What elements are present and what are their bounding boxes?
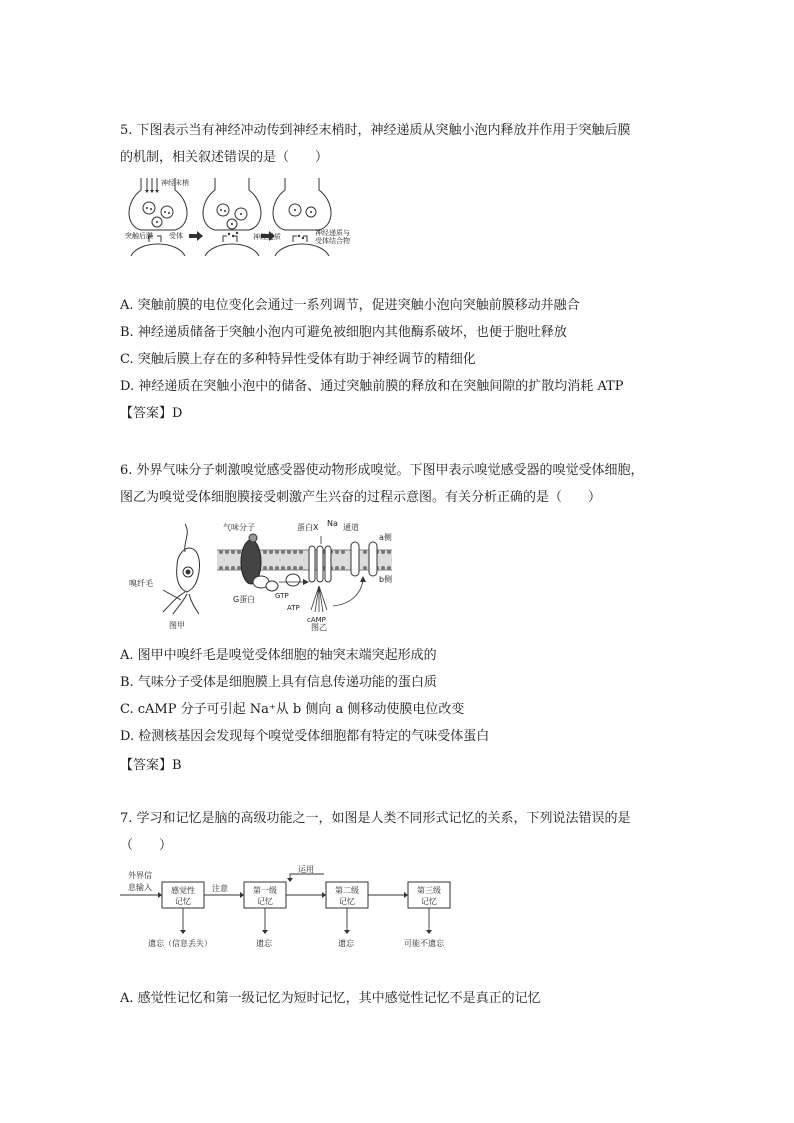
q7-memory-flowchart <box>120 866 460 956</box>
q6-label-protein-x: 蛋白X <box>297 523 319 532</box>
q6-label-side-a: a侧 <box>379 533 392 542</box>
q5-option-a: A. 突触前膜的电位变化会通过一系列调节，促进突触小泡向突触前膜移动并融合 <box>120 298 580 313</box>
q5-answer: 【答案】D <box>120 406 183 421</box>
q6-option-a: A. 图甲中嗅纤毛是嗅觉受体细胞的轴突末端突起形成的 <box>120 648 437 663</box>
q7-box4-line2: 记忆 <box>421 897 437 906</box>
q6-label-gtp: GTP <box>275 592 289 600</box>
q6-label-camp: cAMP <box>307 616 326 624</box>
q7-forget-4: 可能不遗忘 <box>404 939 444 948</box>
q5-option-c: C. 突触后膜上存在的多种特异性受体有助于神经调节的精细化 <box>120 352 476 367</box>
q6-olfactory-figure <box>125 516 400 631</box>
q5-synapse-figure <box>125 176 350 266</box>
q5-label-postsynaptic: 突触后膜 <box>125 232 153 240</box>
q5-stem-line2: 的机制，相关叙述错误的是（ ） <box>120 150 329 165</box>
q7-box1-line1: 感觉性 <box>171 886 195 895</box>
q6-label-na: Na <box>327 519 338 528</box>
q7-box2-line2: 记忆 <box>257 897 273 906</box>
q7-box4-line1: 第三级 <box>417 886 441 895</box>
q5-option-d: D. 神经递质在突触小泡中的储备、通过突触前膜的释放和在突触间隙的扩散均消耗 ATP <box>120 379 624 394</box>
q5-label-receptor: 受体 <box>169 232 183 240</box>
q6-label-channel: 通道 <box>343 523 359 532</box>
q7-input-line2: 息输入 <box>128 883 152 892</box>
q7-label-attention: 注意 <box>212 884 228 893</box>
q6-label-gprotein: G蛋白 <box>233 595 256 604</box>
q5-label-terminal: 神经末梢 <box>161 179 189 187</box>
q6-option-c: C. cAMP 分子可引起 Na⁺从 b 侧向 a 侧移动使膜电位改变 <box>120 702 465 717</box>
q7-stem-line2: （ ） <box>120 838 173 853</box>
q7-input-line1: 外界信 <box>128 871 152 880</box>
q7-forget-1: 遗忘（信息丢失） <box>148 939 212 948</box>
q5-label-complex-1: 神经递质与 <box>315 229 350 237</box>
q7-forget-2: 遗忘 <box>256 939 272 948</box>
q6-caption-b: 图乙 <box>311 623 327 632</box>
q6-stem-line2: 图乙为嗅觉受体细胞膜接受刺激产生兴奋的过程示意图。有关分析正确的是（ ） <box>120 490 602 505</box>
q6-label-atp: ATP <box>287 604 300 612</box>
q7-box2-line1: 第一级 <box>253 886 277 895</box>
q6-answer: 【答案】B <box>120 758 182 773</box>
q7-label-use: 运用 <box>298 865 314 874</box>
q6-option-b: B. 气味分子受体是细胞膜上具有信息传递功能的蛋白质 <box>120 675 437 690</box>
q5-stem-line1: 5. 下图表示当有神经冲动传到神经末梢时，神经递质从突触小泡内释放并作用于突触后膜 <box>120 123 631 138</box>
q7-stem-line1: 7. 学习和记忆是脑的高级功能之一，如图是人类不同形式记忆的关系，下列说法错误的是 <box>120 811 631 826</box>
q7-forget-3: 遗忘 <box>338 939 354 948</box>
q5-label-transmitter: 神经递质 <box>253 233 281 241</box>
q7-box1-line2: 记忆 <box>175 897 191 906</box>
q5-label-complex-2: 受体结合物 <box>315 237 350 245</box>
q6-stem-line1: 6. 外界气味分子刺激嗅觉感受器使动物形成嗅觉。下图甲表示嗅觉感受器的嗅觉受体细胞， <box>120 463 644 478</box>
q5-option-b: B. 神经递质储备于突触小泡内可避免被细胞内其他酶系破坏，也便于胞吐释放 <box>120 325 567 340</box>
q6-label-cilia: 嗅纤毛 <box>129 579 153 588</box>
q7-box3-line2: 记忆 <box>339 897 355 906</box>
q6-label-side-b: b侧 <box>379 575 393 584</box>
q6-label-odor: 气味分子 <box>223 523 255 532</box>
q7-option-a: A. 感觉性记忆和第一级记忆为短时记忆，其中感觉性记忆不是真正的记忆 <box>120 991 541 1006</box>
q6-caption-a: 图甲 <box>169 621 185 630</box>
q7-box3-line1: 第二级 <box>335 886 359 895</box>
q6-option-d: D. 检测核基因会发现每个嗅觉受体细胞都有特定的气味受体蛋白 <box>120 729 490 744</box>
